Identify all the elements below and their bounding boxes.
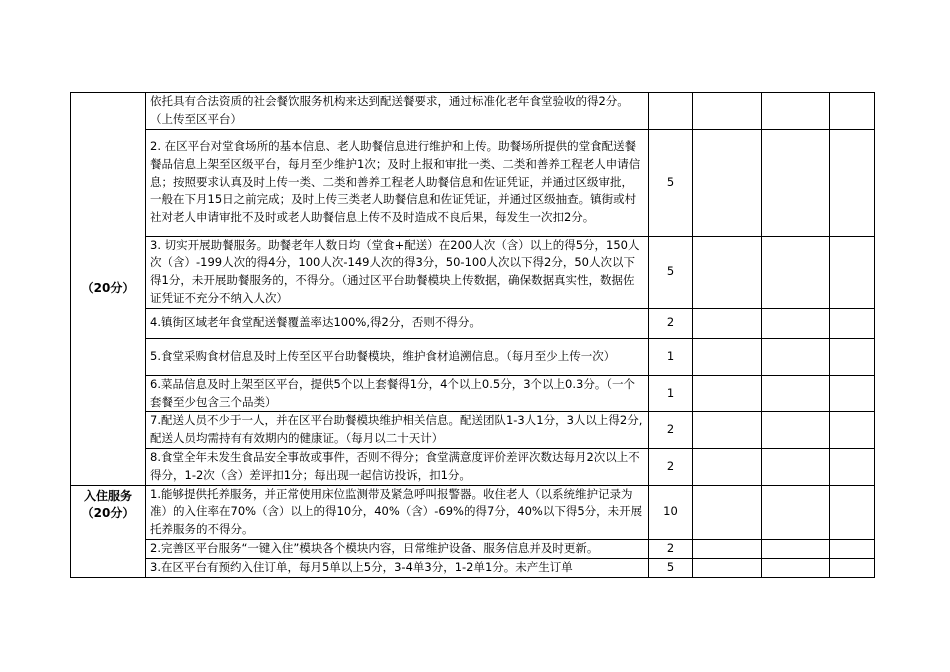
blank-cell [830, 129, 875, 236]
table-row [71, 448, 875, 485]
blank-cell [693, 338, 762, 375]
blank-cell [830, 485, 875, 539]
table-row [71, 485, 875, 539]
score-cell: 2 [649, 308, 693, 338]
table-row [71, 539, 875, 558]
score-cell: 1 [649, 375, 693, 412]
blank-cell [693, 448, 762, 485]
blank-cell [762, 485, 830, 539]
score-cell [649, 93, 693, 130]
category-label: 入住服务（20分） [81, 488, 135, 521]
blank-cell [762, 129, 830, 236]
blank-cell [693, 129, 762, 236]
item-cell: 1.能够提供托养服务，并正常使用床位监测带及紧急呼叫报警器。收住老人（以系统维护记录为准）的入住率在70%（含）以上的得10分，40%（含）-69%的得7分，40%以下得5分，未开展托养服务的不得分。 [146, 485, 649, 539]
score-cell: 2 [649, 412, 693, 449]
blank-cell [762, 558, 830, 577]
item-cell: 2. 在区平台对堂食场所的基本信息、老人助餐信息进行维护和上传。助餐场所提供的堂食配送餐餐品信息上架至区级平台，每月至少维护1次；及时上报和审批一类、二类和善养工程老人申请信息；按照要求认真及时上传一类、二类和善养工程老人助餐信息和佐证凭证，并通过区级审批，一般在下月15日之前完成；及时上传三类老人助餐信息和佐证凭证，并通过区级抽查。镇街或村社对老人申请审批不及时或老人助餐信息上传不及时造成不良后果，每发生一次扣2分。 [146, 129, 649, 236]
table-row [71, 93, 875, 130]
table-row [71, 308, 875, 338]
blank-cell [693, 236, 762, 308]
score-cell: 2 [649, 448, 693, 485]
category-cell [71, 485, 146, 577]
blank-cell [830, 308, 875, 338]
blank-cell [762, 412, 830, 449]
blank-cell [693, 375, 762, 412]
item-cell: 依托具有合法资质的社会餐饮服务机构来达到配送餐要求，通过标准化老年食堂验收的得2分。（上传至区平台） [146, 93, 649, 130]
blank-cell [830, 236, 875, 308]
blank-cell [693, 308, 762, 338]
blank-cell [830, 338, 875, 375]
blank-cell [830, 412, 875, 449]
score-cell: 5 [649, 236, 693, 308]
blank-cell [693, 412, 762, 449]
blank-cell [762, 308, 830, 338]
scoring-table [70, 92, 875, 578]
blank-cell [762, 338, 830, 375]
item-cell: 6.菜品信息及时上架至区平台，提供5个以上套餐得1分，4个以上0.5分，3个以上0.3分。（一个套餐至少包含三个品类） [146, 375, 649, 412]
blank-cell [830, 448, 875, 485]
blank-cell [762, 539, 830, 558]
table-row [71, 375, 875, 412]
item-cell: 3. 切实开展助餐服务。助餐老年人数日均（堂食+配送）在200人次（含）以上的得5分，150人次（含）-199人次的得4分，100人次-149人次的得3分，50-100人次以下得2分，50人次以下得1分，未开展助餐服务的，不得分。（通过区平台助餐模块上传数据，确保数据真实性，数据佐证凭证不充分不纳入人次） [146, 236, 649, 308]
blank-cell [693, 539, 762, 558]
score-cell: 10 [649, 485, 693, 539]
table-row [71, 129, 875, 236]
item-cell: 3.在区平台有预约入住订单，每月5单以上5分，3-4单3分，1-2单1分。未产生订单 [146, 558, 649, 577]
table-row [71, 236, 875, 308]
category-label: （20分） [81, 280, 135, 295]
item-cell: 5.食堂采购食材信息及时上传至区平台助餐模块，维护食材追溯信息。（每月至少上传一次） [146, 338, 649, 375]
item-cell: 4.镇街区域老年食堂配送餐覆盖率达100%,得2分，否则不得分。 [146, 308, 649, 338]
item-cell: 8.食堂全年未发生食品安全事故或事件，否则不得分；食堂满意度评价差评次数达每月2次以上不得分，1-2次（含）差评扣1分；每出现一起信访投诉，扣1分。 [146, 448, 649, 485]
score-cell: 5 [649, 129, 693, 236]
score-cell: 5 [649, 558, 693, 577]
item-cell: 2.完善区平台服务“一键入住”模块各个模块内容，日常维护设备、服务信息并及时更新。 [146, 539, 649, 558]
blank-cell [693, 485, 762, 539]
category-cell [71, 93, 146, 486]
blank-cell [830, 375, 875, 412]
score-cell: 1 [649, 338, 693, 375]
score-cell: 2 [649, 539, 693, 558]
table-row [71, 412, 875, 449]
blank-cell [762, 448, 830, 485]
item-cell: 7.配送人员不少于一人，并在区平台助餐模块维护相关信息。配送团队1-3人1分，3人以上得2分,配送人员均需持有有效期内的健康证。（每月以二十天计） [146, 412, 649, 449]
blank-cell [830, 539, 875, 558]
blank-cell [762, 375, 830, 412]
blank-cell [830, 558, 875, 577]
blank-cell [762, 93, 830, 130]
blank-cell [693, 558, 762, 577]
blank-cell [762, 236, 830, 308]
table-row [71, 558, 875, 577]
blank-cell [693, 93, 762, 130]
table-row [71, 338, 875, 375]
blank-cell [830, 93, 875, 130]
